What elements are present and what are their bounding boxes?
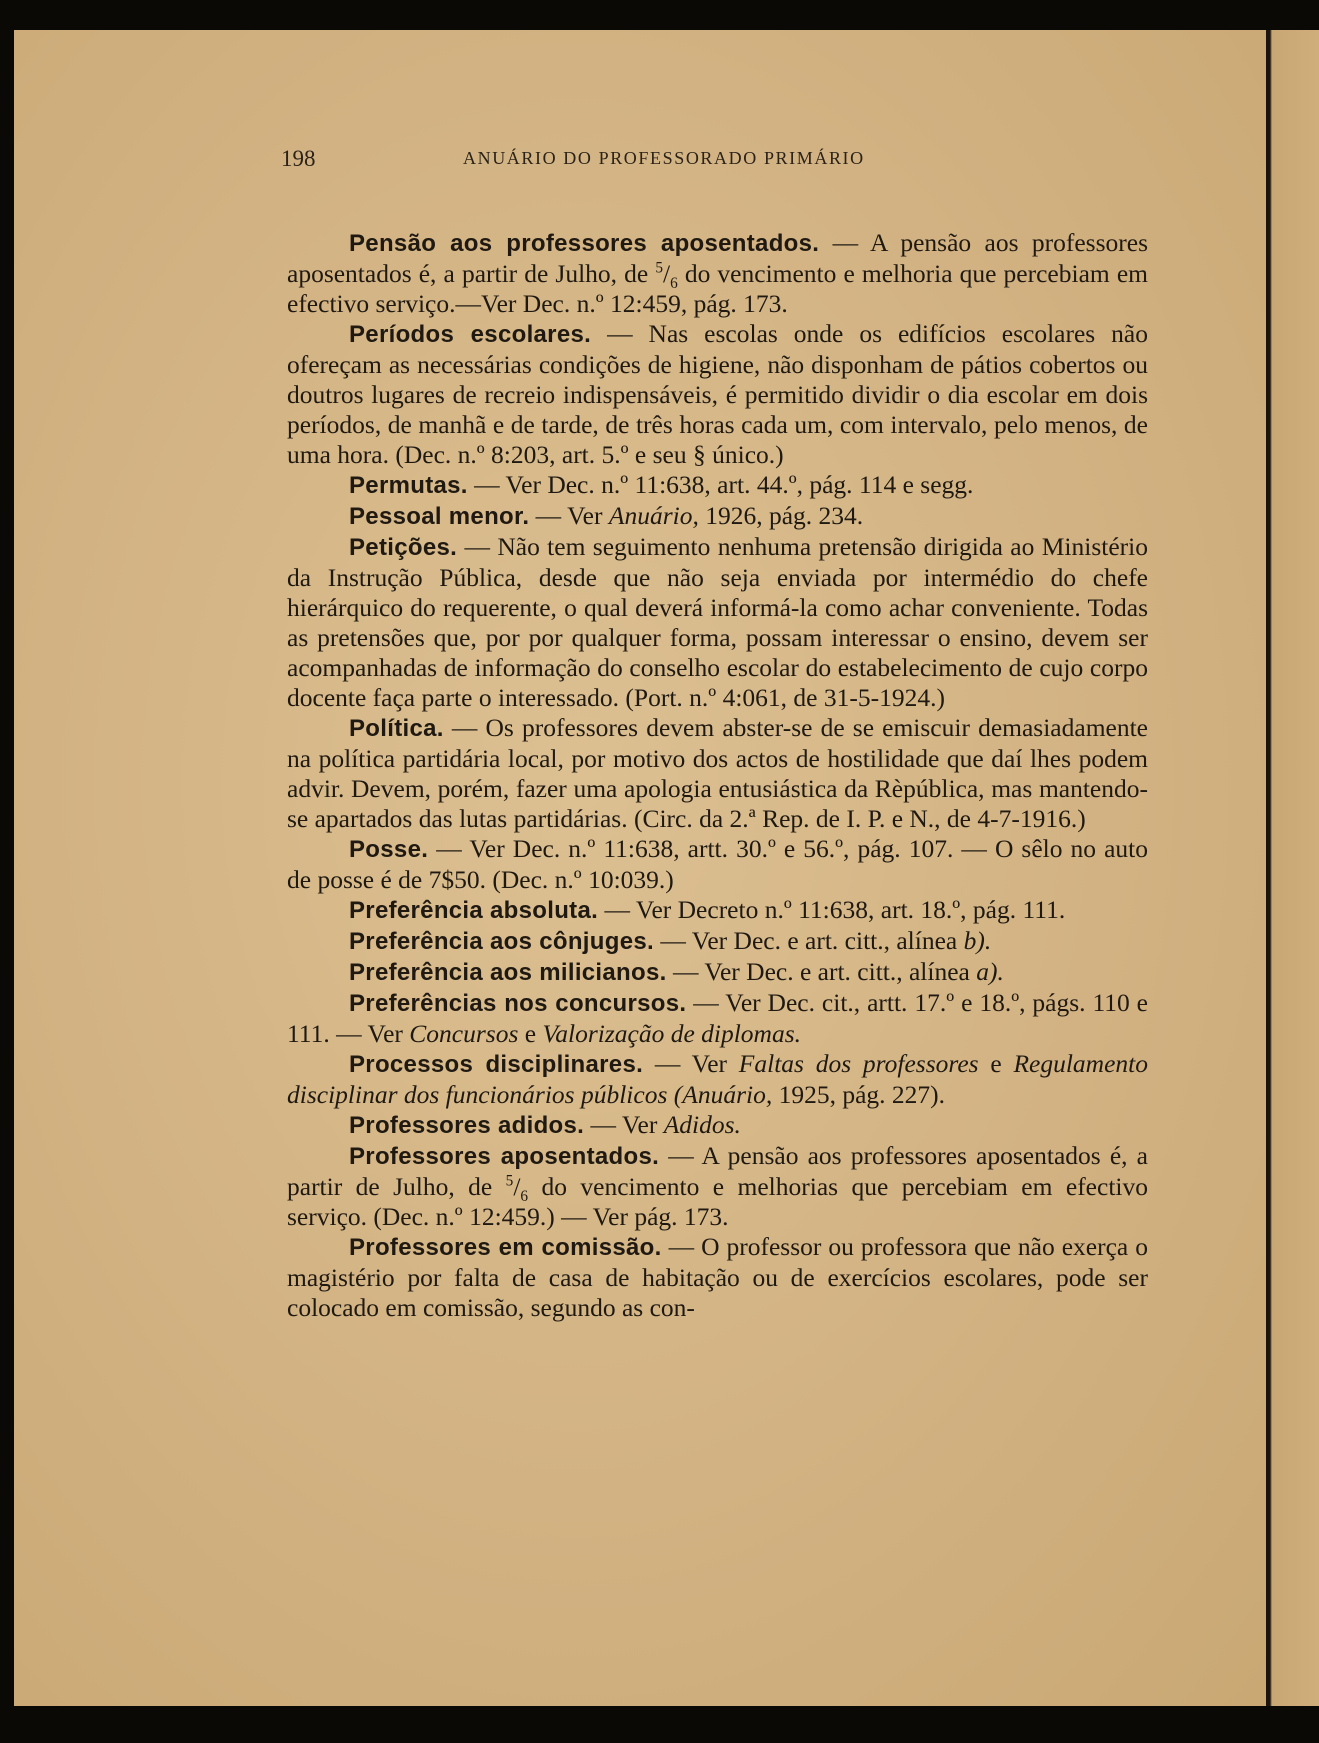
entry-term: Preferência absoluta.	[349, 897, 599, 924]
entry-text: — Ver Dec. e art. citt., alínea	[653, 926, 964, 955]
entry-preferencia-milicianos	[287, 957, 1148, 988]
entry-term: Processos disciplinares.	[349, 1051, 644, 1078]
entry-term: Petições.	[349, 534, 458, 561]
entry-term: Posse.	[349, 836, 429, 863]
entry-text: — Ver	[529, 501, 609, 530]
entry-text: 1926, pág. 234.	[698, 501, 864, 530]
entry-text: — Não tem seguimento nenhuma pretensão dirigida ao Ministério da Instrução Pública, desde que não seja enviada por intermédio do chefe hierárquico do requerente, o qual deverá informá-la como achar conveniente. Todas as pretensões que, por por qualquer forma, possam interessar o ensino, devem ser acompanhadas de informação do conselho escolar do estabelecimento de cujo corpo docente faça parte o interessado. (Port. n.º 4:061, de 31-5-1924.)	[287, 532, 1148, 712]
entry-posse	[287, 834, 1148, 895]
entry-italic: b).	[963, 926, 992, 955]
entry-text: e	[518, 1019, 543, 1048]
entry-peticoes	[287, 532, 1148, 713]
entry-processos-disciplinares	[287, 1049, 1148, 1110]
entry-term: Professores aposentados.	[349, 1143, 660, 1170]
entry-term: Pensão aos professores aposentados.	[349, 230, 820, 257]
fraction-denominator: 6	[670, 275, 678, 293]
entry-term: Períodos escolares.	[349, 321, 592, 348]
entry-text: do vencimento e melhoria que percebiam em efectivo serviço.—Ver Dec. n.º 12:459, pág. 173.	[287, 259, 1148, 318]
entry-italic: Faltas dos professores	[738, 1049, 979, 1078]
entry-professores-comissao	[287, 1232, 1148, 1323]
entry-text: — Ver Dec. e art. citt., alínea	[666, 957, 977, 986]
entry-permutas	[287, 470, 1148, 501]
entry-text: do vencimento e melhorias que percebiam em efectivo serviço. (Dec. n.º 12:459.) — Ver pág. 173.	[287, 1172, 1148, 1231]
entry-text: — Ver	[643, 1049, 739, 1078]
fraction-denominator: 6	[520, 1188, 529, 1206]
entry-term: Professores adidos.	[349, 1112, 585, 1139]
entry-term: Preferência aos milicianos.	[349, 959, 667, 986]
fraction-numerator: 5	[655, 259, 663, 277]
scan-top-border	[0, 0, 1319, 30]
entry-term: Preferências nos concursos.	[349, 990, 687, 1017]
entry-term: Professores em comissão.	[349, 1234, 662, 1261]
entry-text: — Ver Dec. n.º 11:638, art. 44.º, pág. 114 e segg.	[467, 470, 974, 499]
entry-text: — Ver Dec. cit., artt. 17.º e 18.º, págs. 110 e 111. — Ver	[287, 988, 1148, 1048]
adjacent-page-edge	[1266, 30, 1319, 1706]
entry-italic: Regulamento disciplinar dos funcionários públicos (Anuário,	[287, 1049, 1148, 1109]
entry-text: — Nas escolas onde os edifícios escolares não ofereçam as necessárias condições de higiene, não disponham de pátios cobertos ou doutros lugares de recreio indispensáveis, é permitido dividir o dia escolar em dois períodos, de manhã e de tarde, de três horas cada um, com intervalo, pelo menos, de uma hora. (Dec. n.º 8:203, art. 5.º e seu § único.)	[287, 319, 1149, 469]
entry-italic: a).	[976, 957, 1004, 986]
entry-term: Permutas.	[349, 472, 468, 499]
entry-italic: Anuário,	[608, 501, 699, 530]
entry-text: — A pensão aos professores aposentados é, a partir de Julho, de	[287, 228, 1148, 288]
entry-text: — Os professores devem abster-se de se emiscuir demasiadamente na política partidária local, por motivo dos actos de hostilidade que daí lhes podem advir. Devem, porém, fazer uma apologia entusiástica da Rèpública, mas mantendo-se apartados das lutas partidárias. (Circ. da 2.ª Rep. de I. P. e N., de 4-7-1916.)	[287, 713, 1148, 833]
fraction-numerator: 5	[505, 1172, 514, 1190]
entry-italic: Concursos	[409, 1019, 519, 1048]
entry-preferencia-absoluta	[287, 895, 1148, 926]
entry-preferencia-conjuges	[287, 926, 1148, 957]
entry-italic: Adidos.	[663, 1110, 741, 1139]
entry-preferencias-concursos	[287, 988, 1148, 1049]
entry-pessoal-menor	[287, 501, 1148, 532]
entry-text: 1925, pág. 227).	[772, 1080, 946, 1109]
entry-text: — A pensão aos professores aposentados é, a partir de Julho, de	[287, 1141, 1148, 1201]
entry-term: Pessoal menor.	[349, 503, 530, 530]
entry-periodos	[287, 319, 1148, 470]
entry-text: — Ver	[584, 1110, 664, 1139]
running-title: ANUÁRIO DO PROFESSORADO PRIMÁRIO	[463, 148, 865, 168]
entry-pensao: Pensão aos professores aposentados. — A pensão aos professores aposentados é, a partir de Julho, de $^5/_6$ do vencimento e melhoria que percebiam em efectivo serviço.—Ver Dec. n.º 12:459, pág. 173.	[287, 228, 1148, 318]
page-number: 198	[281, 146, 316, 171]
entry-term: Política.	[349, 715, 444, 742]
entry-professores-adidos	[287, 1110, 1148, 1141]
entry-term: Preferência aos cônjuges.	[349, 928, 654, 955]
entry-text: — Ver Dec. n.º 11:638, artt. 30.º e 56.º, pág. 107. — O sêlo no auto de posse é de 7$50. (Dec. n.º 10:039.)	[287, 834, 1148, 894]
entry-politica	[287, 713, 1148, 834]
entry-text: e	[978, 1049, 1014, 1078]
entry-professores-aposentados: Professores aposentados. — A pensão aos professores aposentados é, a partir de Julho, de $^5/_6$ do vencimento e melhorias que percebiam em efectivo serviço. (Dec. n.º 12:459.) — Ver pág. 173.	[287, 1141, 1148, 1231]
running-header	[281, 146, 981, 174]
entry-italic: Valorização de diplomas.	[542, 1019, 802, 1048]
scan-bottom-border	[0, 1706, 1319, 1743]
glossary-body	[287, 228, 1148, 1323]
entry-text: — Ver Decreto n.º 11:638, art. 18.º, pág. 111.	[598, 895, 1066, 924]
entry-text: — O professor ou professora que não exerça o magistério por falta de casa de habitação ou de exercícios escolares, pode ser colocado em comissão, segundo as con-	[287, 1232, 1148, 1322]
